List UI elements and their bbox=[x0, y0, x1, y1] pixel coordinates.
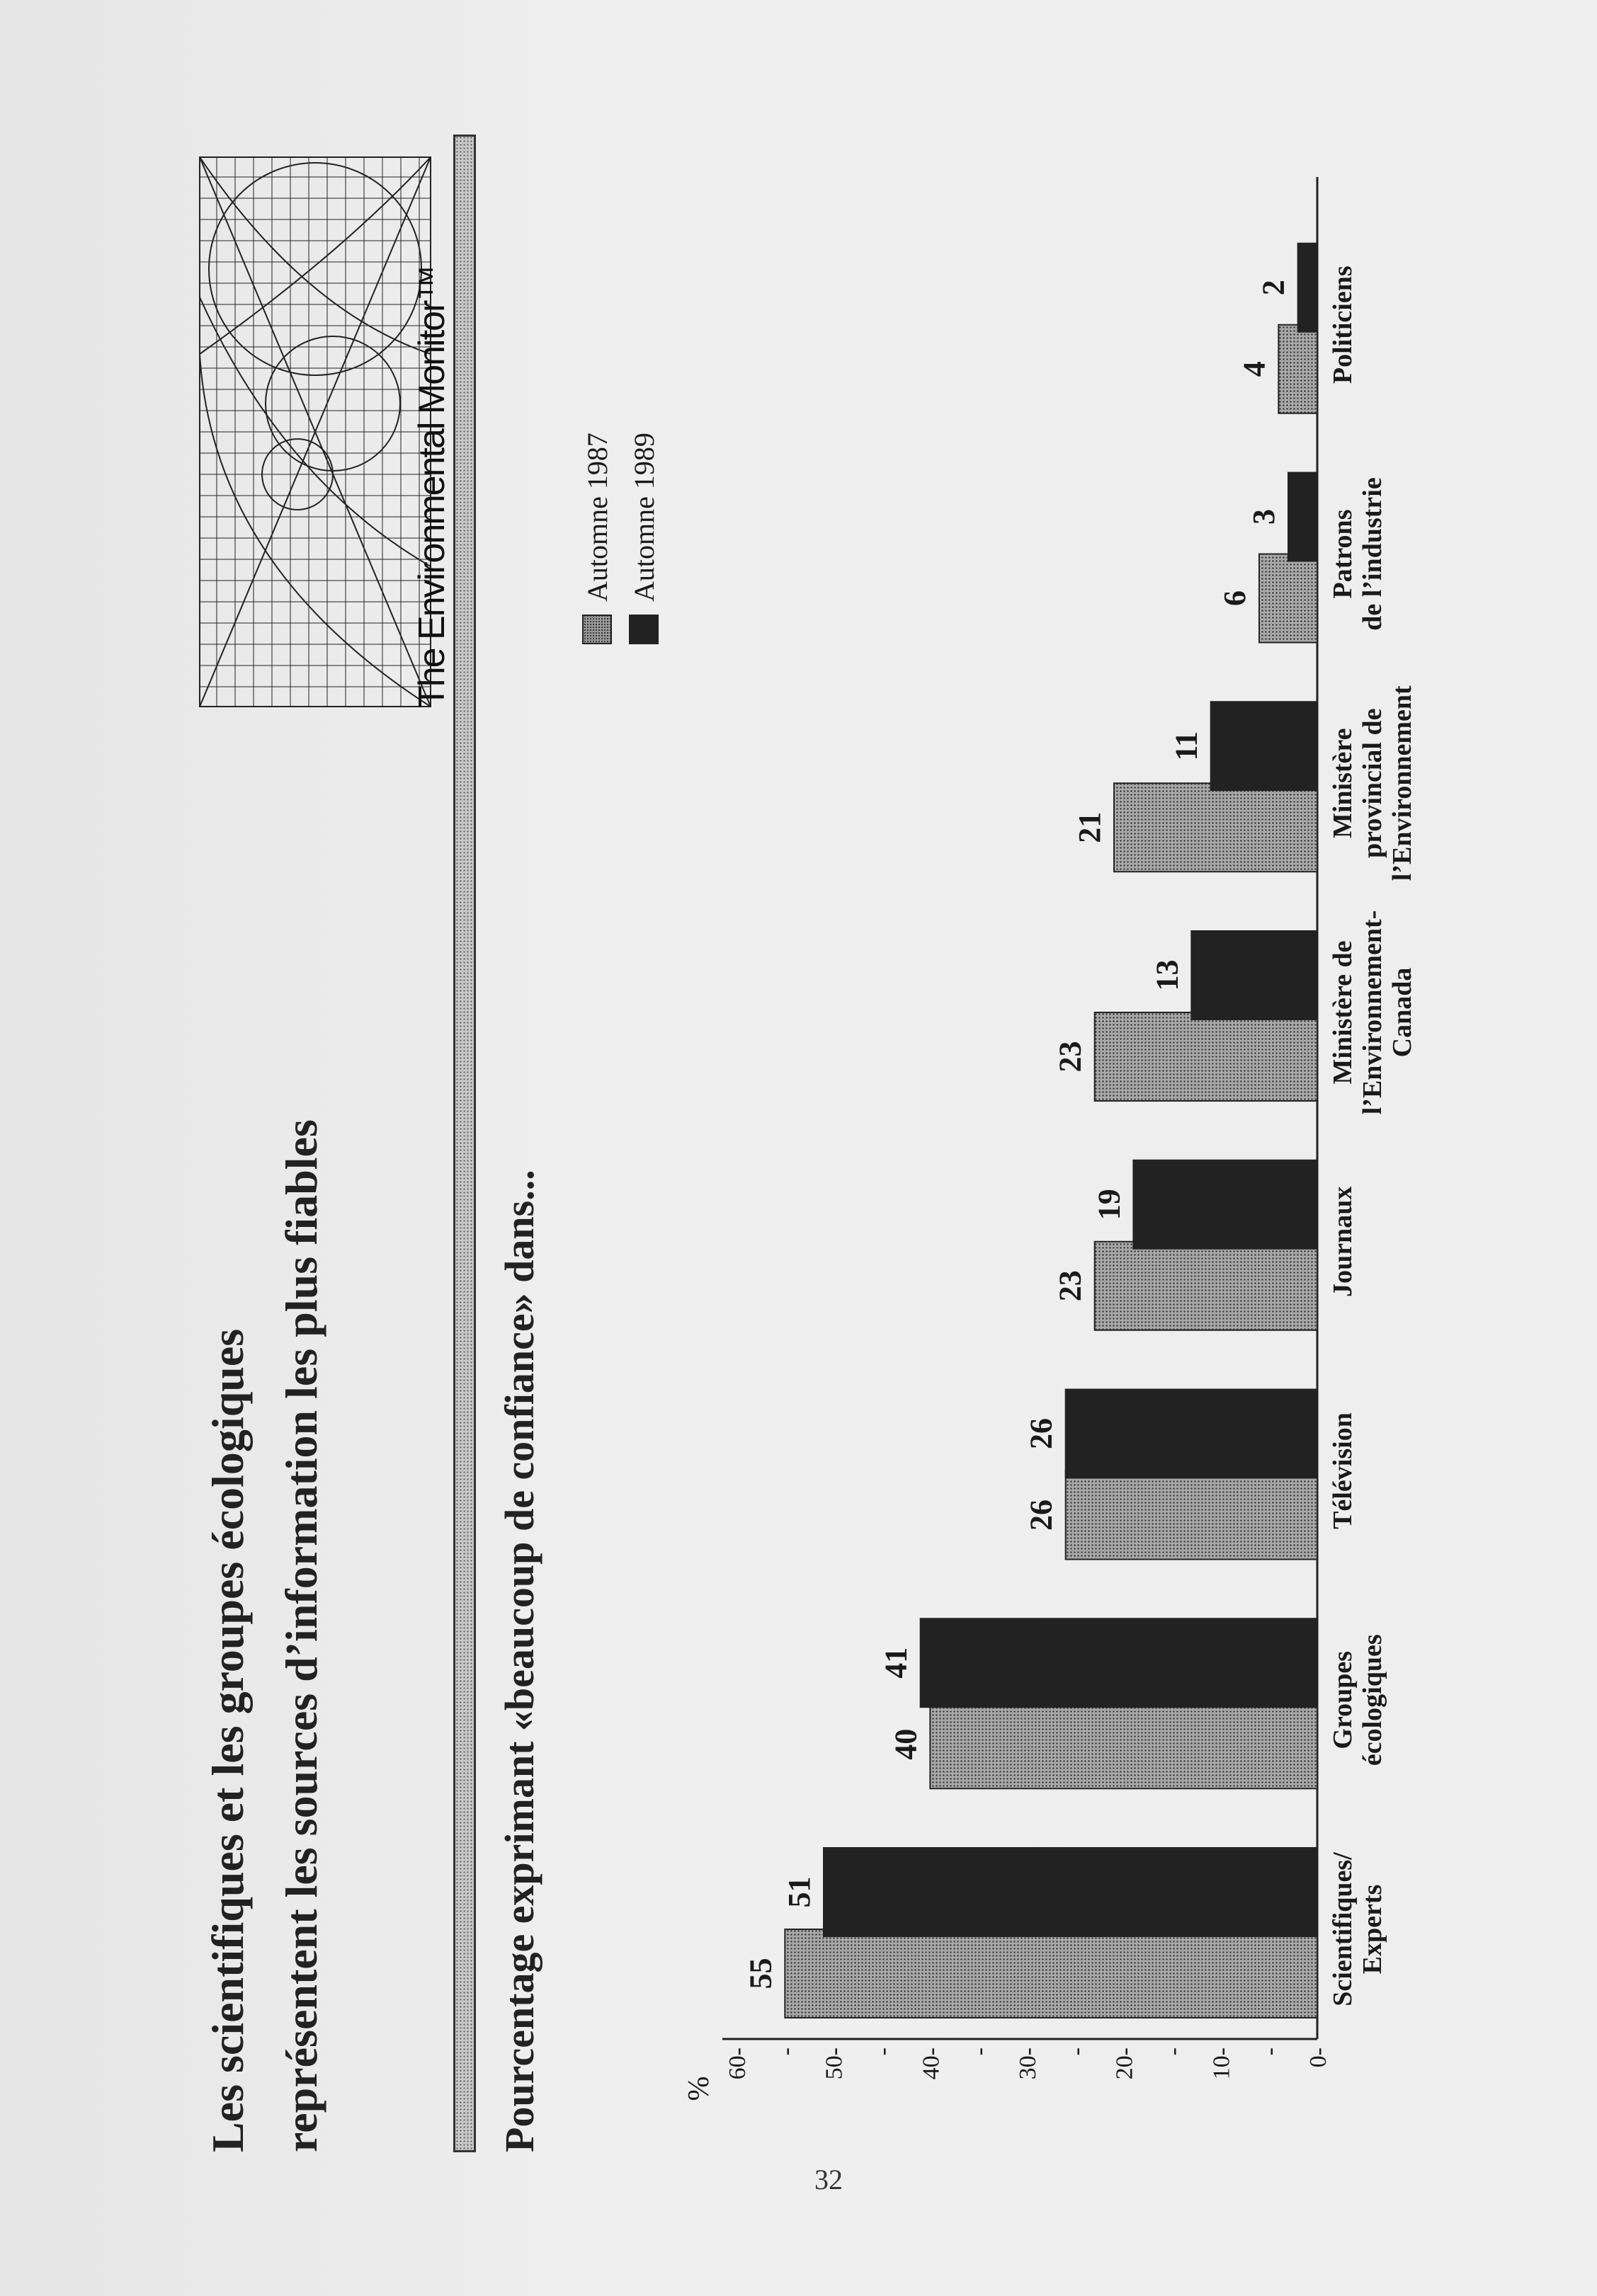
y-tick-label: 30- bbox=[1015, 2047, 1041, 2080]
y-tick-label: 50- bbox=[821, 2047, 848, 2080]
bar-1989 bbox=[824, 1848, 1317, 1936]
data-label-1987: 23 bbox=[1052, 1270, 1088, 1302]
bar-1987 bbox=[930, 1700, 1317, 1788]
data-label-1989: 41 bbox=[878, 1647, 914, 1679]
bar-1989 bbox=[1191, 931, 1317, 1020]
x-tick-label: Ministère bbox=[1328, 728, 1358, 838]
data-label-1989: 3 bbox=[1246, 509, 1281, 525]
bar-1987 bbox=[1095, 1012, 1317, 1101]
x-tick-label: Ministère de bbox=[1328, 940, 1358, 1085]
y-tick-label: - bbox=[1256, 2047, 1283, 2056]
data-label-1987: 40 bbox=[888, 1728, 923, 1760]
y-tick-label: 0- bbox=[1305, 2047, 1331, 2068]
legend-label-1989: Automne 1989 bbox=[627, 433, 660, 602]
bar-1989 bbox=[921, 1618, 1317, 1707]
bar-1989 bbox=[1133, 1160, 1317, 1249]
bar-1989 bbox=[1211, 702, 1317, 790]
rotated-figure bbox=[142, 99, 1487, 2152]
page-number: 32 bbox=[814, 2164, 843, 2195]
x-tick-label: Experts bbox=[1358, 1884, 1387, 1975]
data-label-1989: 2 bbox=[1256, 280, 1291, 296]
bar-1987 bbox=[1259, 554, 1317, 643]
y-axis-label: % bbox=[683, 2076, 715, 2101]
x-tick-label: écologiques bbox=[1358, 1634, 1387, 1766]
bar-1987 bbox=[1114, 783, 1317, 872]
y-tick-label: 40- bbox=[918, 2047, 945, 2080]
data-label-1989: 51 bbox=[782, 1876, 817, 1908]
bar-1987 bbox=[1095, 1242, 1317, 1330]
x-tick-label: Télévision bbox=[1328, 1412, 1358, 1529]
data-label-1987: 26 bbox=[1023, 1500, 1059, 1531]
chart-subtitle: Pourcentage exprimant «beaucoup de confiance» dans... bbox=[496, 1170, 542, 2152]
x-tick-label: Canada bbox=[1387, 967, 1417, 1058]
y-tick-label: - bbox=[966, 2047, 993, 2056]
y-tick-label: - bbox=[1160, 2047, 1186, 2056]
x-tick-label: Journaux bbox=[1328, 1186, 1358, 1297]
data-label-1987: 6 bbox=[1217, 590, 1252, 606]
bar-1987 bbox=[785, 1929, 1317, 2018]
y-tick-label: 20- bbox=[1111, 2047, 1138, 2080]
data-label-1987: 4 bbox=[1237, 361, 1272, 377]
page-title bbox=[191, 595, 339, 2152]
data-label-1987: 21 bbox=[1072, 811, 1107, 843]
bar-1989 bbox=[1298, 244, 1317, 332]
data-label-1987: 23 bbox=[1052, 1041, 1088, 1073]
y-tick-label: - bbox=[1063, 2047, 1090, 2056]
x-tick-label: l’Environnement bbox=[1387, 685, 1417, 881]
data-label-1989: 19 bbox=[1091, 1189, 1127, 1221]
y-tick-label: 60- bbox=[724, 2047, 751, 2080]
title-divider bbox=[453, 135, 476, 2152]
x-tick-label: provincial de bbox=[1358, 708, 1387, 858]
data-label-1989: 26 bbox=[1023, 1418, 1059, 1449]
bar-1989 bbox=[1066, 1390, 1317, 1478]
x-tick-label: Groupes bbox=[1328, 1650, 1358, 1749]
bar-1989 bbox=[1288, 473, 1317, 561]
environmental-monitor-logo bbox=[198, 156, 432, 708]
y-tick-label: - bbox=[870, 2047, 896, 2056]
title-line-1: Les scientifiques et les groupes écologiques bbox=[203, 1328, 253, 2152]
x-tick-label: de l’industrie bbox=[1358, 477, 1387, 631]
x-tick-label: Scientifiques/ bbox=[1328, 1852, 1358, 2006]
x-tick-label: l’Environnement- bbox=[1358, 910, 1387, 1115]
legend-label-1987: Automne 1987 bbox=[581, 433, 613, 602]
y-tick-label: 10- bbox=[1208, 2047, 1235, 2080]
data-label-1989: 13 bbox=[1149, 959, 1185, 991]
title-line-2: représentent les sources d’information les plus fiables bbox=[276, 1119, 326, 2152]
x-tick-label: Politiciens bbox=[1328, 265, 1358, 384]
data-label-1987: 55 bbox=[743, 1958, 778, 1989]
logo-text: The Environmental Monitor™ bbox=[411, 265, 453, 708]
bar-chart bbox=[581, 99, 1487, 2152]
bar-1987 bbox=[1278, 325, 1317, 413]
x-tick-label: Patrons bbox=[1328, 509, 1358, 599]
y-tick-label: - bbox=[773, 2047, 800, 2056]
bar-1987 bbox=[1066, 1471, 1317, 1560]
data-label-1989: 11 bbox=[1169, 731, 1204, 761]
